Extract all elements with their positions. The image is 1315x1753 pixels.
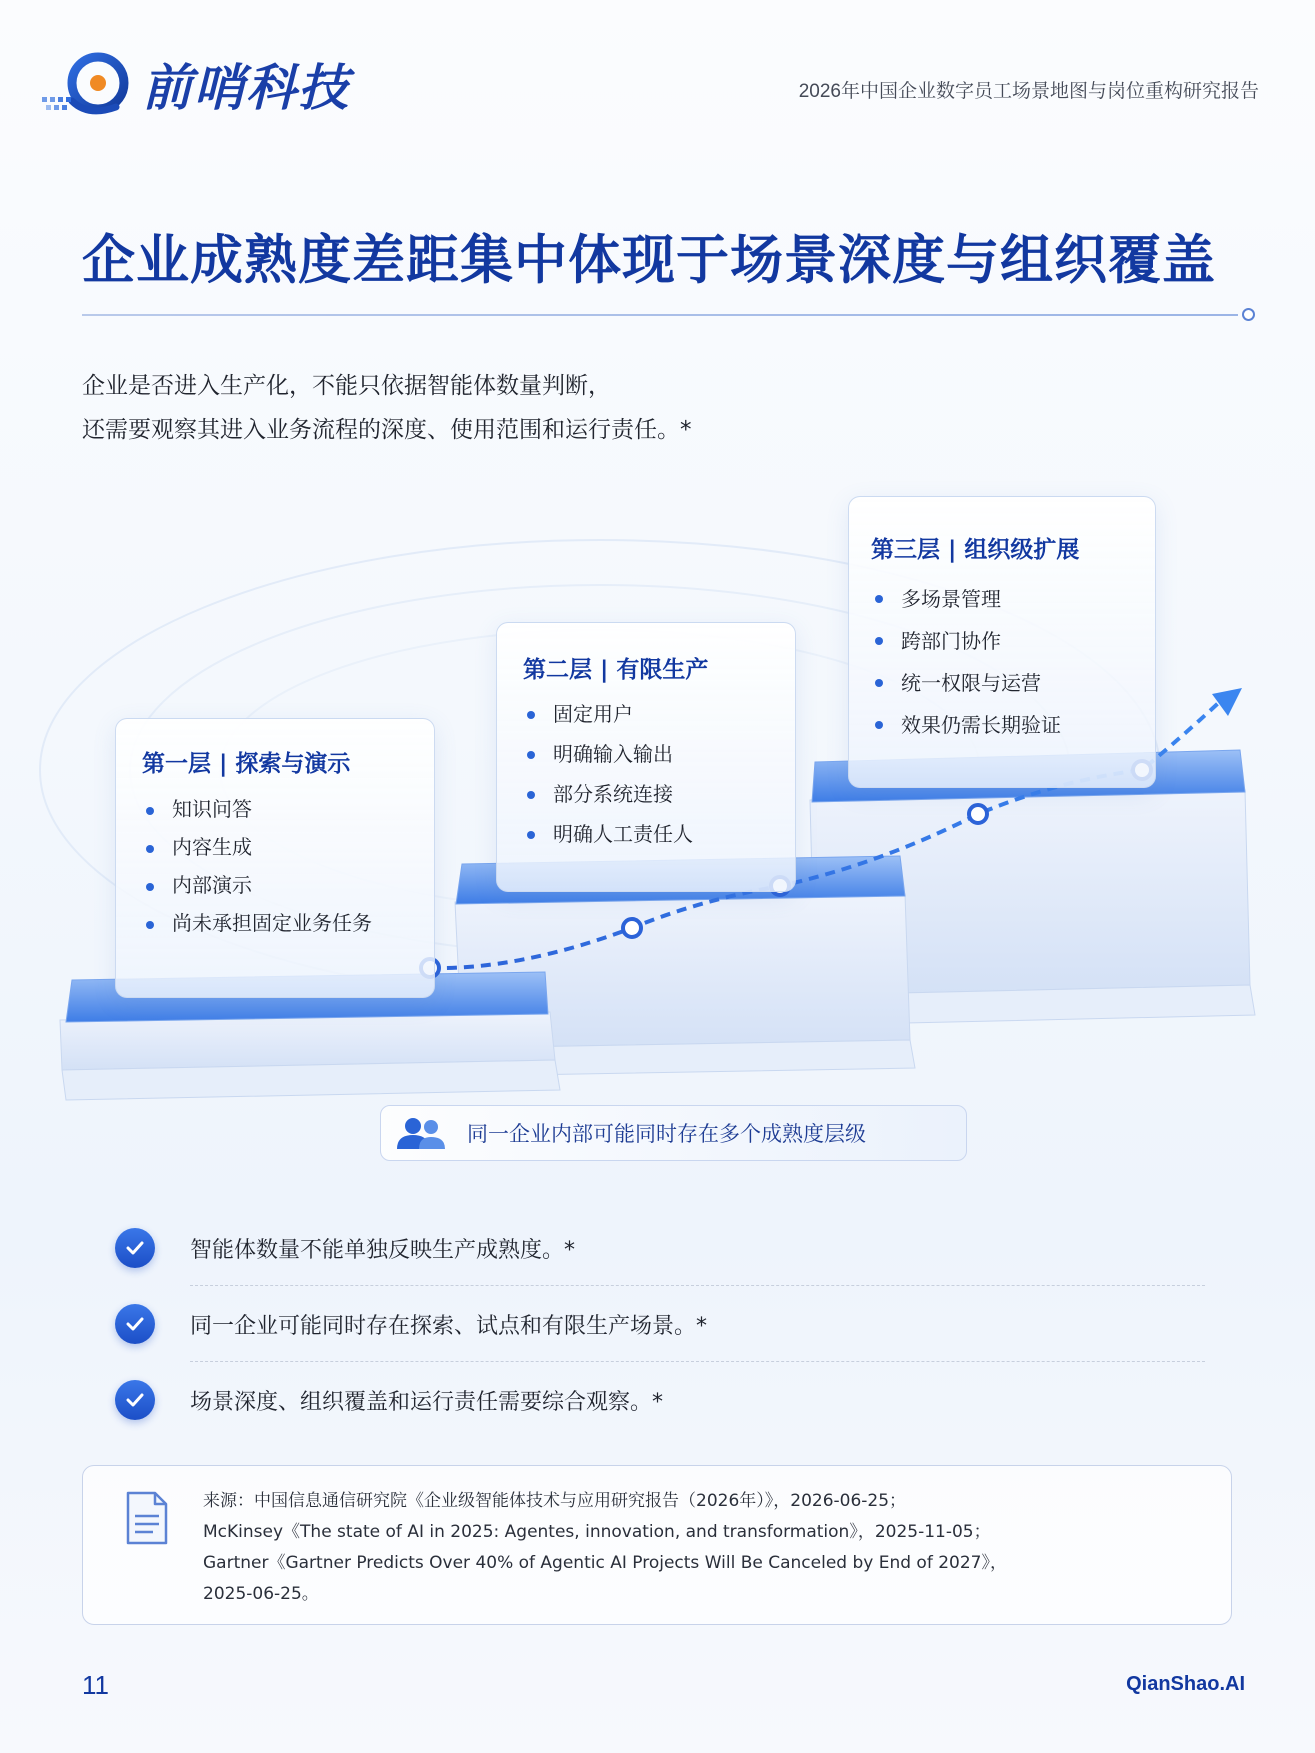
list-item: 内部演示 bbox=[142, 866, 434, 904]
tier-1-card bbox=[115, 718, 435, 998]
source-line: 2025-06-25。 bbox=[203, 1584, 319, 1604]
list-item: 知识问答 bbox=[142, 790, 434, 828]
title-divider-dot bbox=[1242, 308, 1255, 321]
list-item: 内容生成 bbox=[142, 828, 434, 866]
path-node bbox=[969, 805, 987, 823]
path-node bbox=[623, 919, 641, 937]
tier-3-card bbox=[848, 496, 1156, 788]
tier-2-card bbox=[496, 622, 796, 892]
source-box bbox=[82, 1465, 1232, 1625]
check-item bbox=[115, 1362, 1205, 1438]
check-item bbox=[115, 1210, 1205, 1286]
list-item: 统一权限与运营 bbox=[871, 662, 1155, 704]
check-list bbox=[115, 1210, 1205, 1438]
list-item: 部分系统连接 bbox=[523, 774, 795, 814]
source-line: Gartner《Gartner Predicts Over 40% of Agentic AI Projects Will Be Canceled by End of 2027》， bbox=[203, 1553, 1007, 1573]
logo-text: 前哨科技 bbox=[142, 59, 350, 117]
check-text: 同一企业可能同时存在探索、试点和有限生产场景。* bbox=[190, 1313, 708, 1339]
source-line: 来源：中国信息通信研究院《企业级智能体技术与应用研究报告（2026年）》，2026-06-25； bbox=[203, 1491, 907, 1511]
note-pill-text: 同一企业内部可能同时存在多个成熟度层级 bbox=[467, 1122, 866, 1146]
list-item: 明确输入输出 bbox=[523, 734, 795, 774]
growth-arrowhead bbox=[1212, 688, 1242, 716]
list-item: 效果仍需长期验证 bbox=[871, 704, 1155, 746]
check-icon bbox=[115, 1228, 155, 1268]
document-icon bbox=[125, 1490, 169, 1546]
list-item: 明确人工责任人 bbox=[523, 814, 795, 854]
list-item: 多场景管理 bbox=[871, 578, 1155, 620]
tier-3-list bbox=[871, 578, 1155, 746]
footer-brand: QianShao.AI bbox=[1126, 1673, 1245, 1695]
list-item: 跨部门协作 bbox=[871, 620, 1155, 662]
brand-logo bbox=[38, 48, 350, 120]
intro-line-2: 还需要观察其进入业务流程的深度、使用范围和运行责任。* bbox=[82, 417, 692, 443]
intro-text bbox=[82, 364, 692, 452]
page-number: 11 bbox=[82, 1670, 109, 1700]
logo-mark-icon bbox=[38, 49, 136, 119]
users-icon bbox=[395, 1115, 449, 1151]
check-icon bbox=[115, 1304, 155, 1344]
check-icon bbox=[115, 1380, 155, 1420]
list-item: 固定用户 bbox=[523, 694, 795, 734]
page-title: 企业成熟度差距集中体现于场景深度与组织覆盖 bbox=[82, 230, 1216, 291]
tier-3-title: 第三层 | 组织级扩展 bbox=[871, 537, 1080, 563]
report-name: 2026年中国企业数字员工场景地图与岗位重构研究报告 bbox=[798, 81, 1259, 102]
check-item bbox=[115, 1286, 1205, 1362]
check-text: 智能体数量不能单独反映生产成熟度。* bbox=[190, 1237, 576, 1263]
title-divider bbox=[82, 314, 1238, 316]
source-text bbox=[203, 1486, 1213, 1610]
list-item: 尚未承担固定业务任务 bbox=[142, 904, 434, 942]
note-pill bbox=[380, 1105, 967, 1161]
tier-2-list bbox=[523, 694, 795, 854]
tier-1-title: 第一层 | 探索与演示 bbox=[142, 751, 351, 777]
intro-line-1: 企业是否进入生产化，不能只依据智能体数量判断， bbox=[82, 373, 611, 399]
source-line: McKinsey《The state of AI in 2025: Agentes, innovation, and transformation》，2025-11-05； bbox=[203, 1522, 991, 1542]
tier-2-title: 第二层 | 有限生产 bbox=[523, 657, 709, 683]
tier-1-list bbox=[142, 790, 434, 942]
maturity-staircase bbox=[0, 480, 1315, 1160]
check-text: 场景深度、组织覆盖和运行责任需要综合观察。* bbox=[190, 1389, 664, 1415]
